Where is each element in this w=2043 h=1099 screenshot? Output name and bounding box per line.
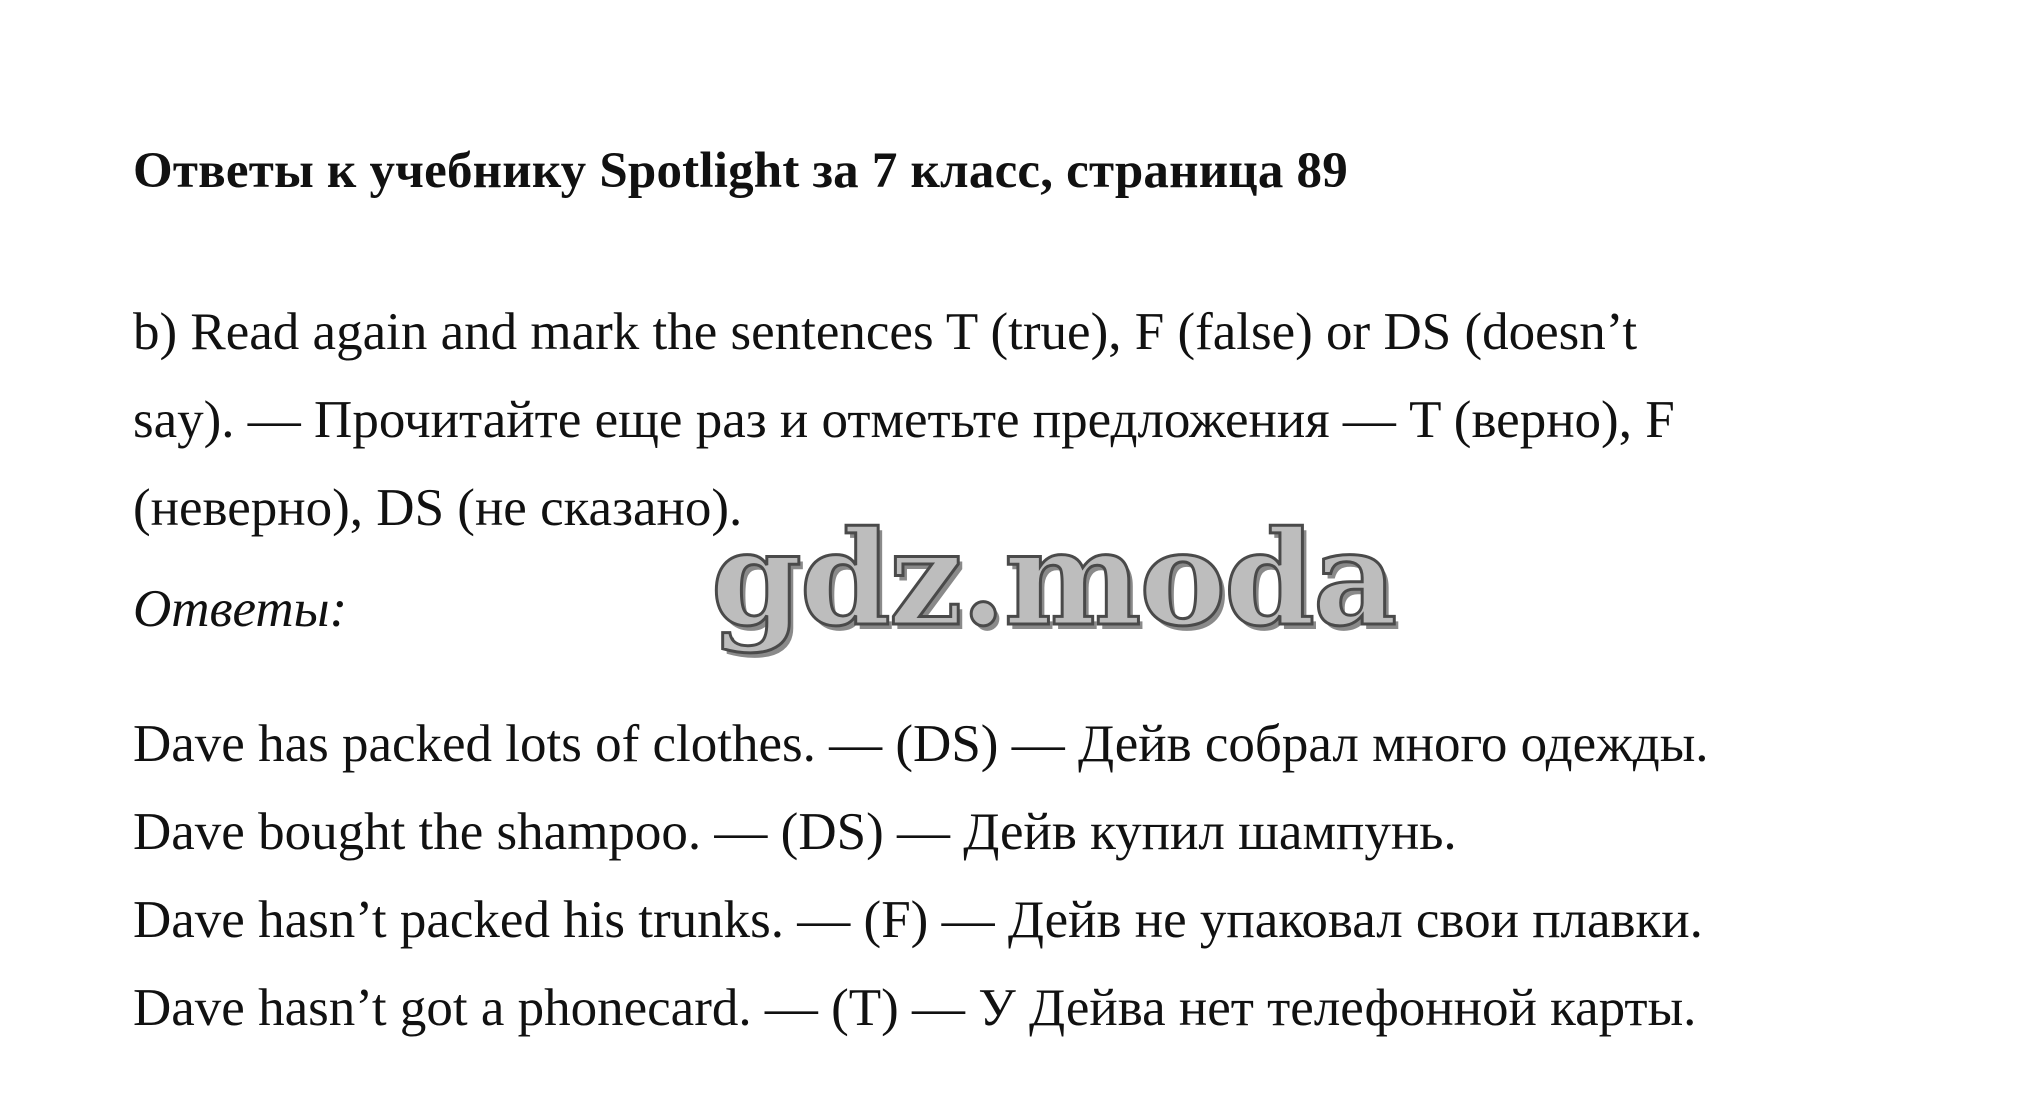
task-line: (неверно), DS (не сказано). <box>133 479 743 537</box>
answers-list <box>133 700 1709 1052</box>
answer-row: Dave hasn’t packed his trunks. — (F) — Дейв не упаковал свои плавки. <box>133 891 1703 949</box>
task-line: say). — Прочитайте еще раз и отметьте предложения — T (верно), F <box>133 391 1675 449</box>
page-title: Ответы к учебнику Spotlight за 7 класс, страница 89 <box>133 143 1348 199</box>
task-line: b) Read again and mark the sentences T (true), F (false) or DS (doesn’t <box>133 303 1638 361</box>
answer-row: Dave has packed lots of clothes. — (DS) — Дейв собрал много одежды. <box>133 715 1709 773</box>
answer-row: Dave bought the shampoo. — (DS) — Дейв купил шампунь. <box>133 803 1457 861</box>
answer-row: Dave hasn’t got a phonecard. — (T) — У Дейва нет телефонной карты. <box>133 979 1697 1037</box>
answers-heading: Ответы: <box>133 580 348 638</box>
watermark-logo: gdz.moda <box>711 502 1396 655</box>
